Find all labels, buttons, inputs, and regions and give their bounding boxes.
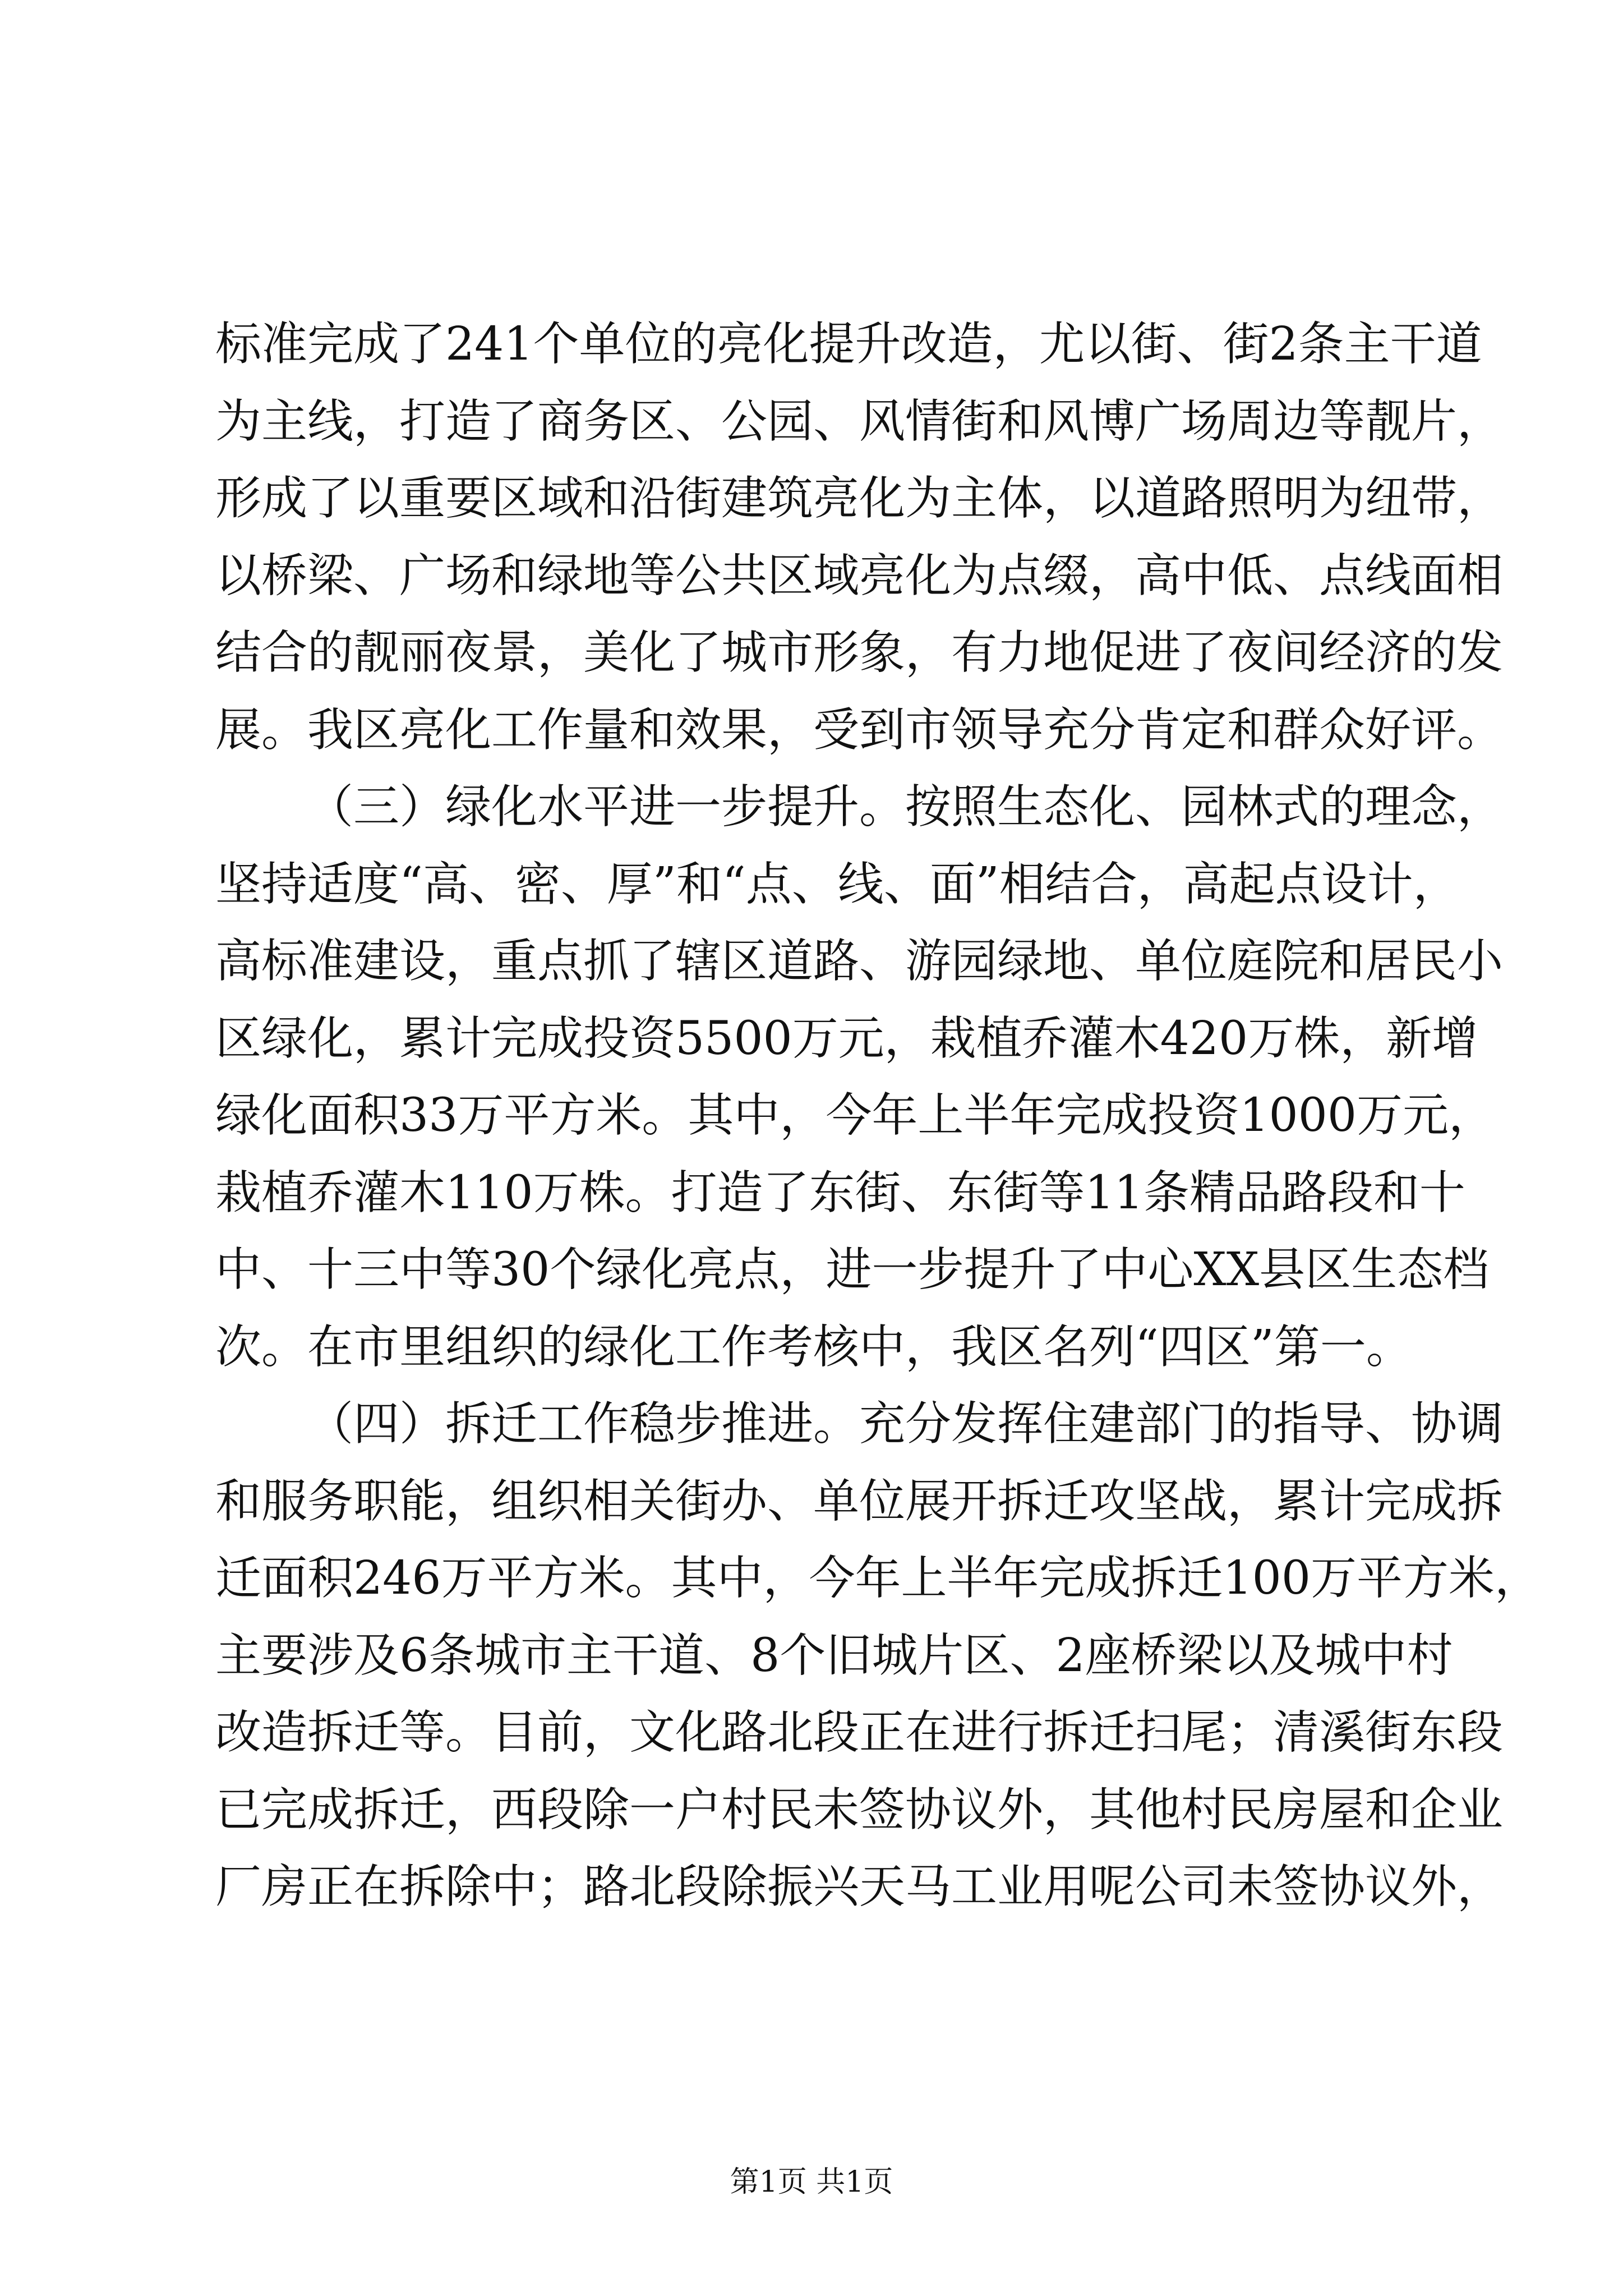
section-heading-line: （四）拆迁工作稳步推进。充分发挥住建部门的指导、协调 bbox=[307, 1397, 1504, 1451]
document-body bbox=[215, 306, 1541, 1926]
paragraph-line-12: 栽植乔灌木110万株。打造了东街、东街等11条精品路段和十 bbox=[215, 1166, 1465, 1220]
paragraph-line-10: 区绿化，累计完成投资5500万元，栽植乔灌木420万株，新增 bbox=[215, 1011, 1478, 1065]
paragraph-line-16: 和服务职能，组织相关街办、单位展开拆迁攻坚战，累计完成拆 bbox=[215, 1474, 1504, 1528]
paragraph-line-19: 改造拆迁等。目前，文化路北段正在进行拆迁扫尾；清溪街东段 bbox=[215, 1706, 1504, 1759]
paragraph-line-14: 次。在市里组织的绿化工作考核中，我区名列“四区”第一。 bbox=[215, 1320, 1412, 1374]
paragraph-line-17: 迁面积246万平方米。其中，今年上半年完成拆迁100万平方米， bbox=[215, 1552, 1541, 1605]
paragraph-line-11: 绿化面积33万平方米。其中，今年上半年完成投资1000万元， bbox=[215, 1089, 1495, 1142]
paragraph-line-21: 厂房正在拆除中；路北段除振兴天马工业用呢公司未签协议外， bbox=[215, 1860, 1504, 1913]
paragraph-line-6: 展。我区亮化工作量和效果，受到市领导充分肯定和群众好评。 bbox=[215, 703, 1504, 757]
paragraph-line-8: 坚持适度“高、密、厚”和“点、线、面”相结合，高起点设计， bbox=[215, 857, 1459, 911]
paragraph-line-20: 已完成拆迁，西段除一户村民未签协议外，其他村民房屋和企业 bbox=[215, 1783, 1504, 1837]
paragraph-line-4: 以桥梁、广场和绿地等公共区域亮化为点缀，高中低、点线面相 bbox=[215, 549, 1504, 602]
paragraph-line-3: 形成了以重要区域和沿街建筑亮化为主体，以道路照明为纽带， bbox=[215, 472, 1504, 525]
paragraph-line-2: 为主线，打造了商务区、公园、风情街和风博广场周边等靓片， bbox=[215, 394, 1504, 448]
paragraph-line-18: 主要涉及6条城市主干道、8个旧城片区、2座桥梁以及城中村 bbox=[215, 1628, 1453, 1682]
paragraph-line-5: 结合的靓丽夜景，美化了城市形象，有力地促进了夜间经济的发 bbox=[215, 626, 1504, 679]
paragraph-line-1: 标准完成了241个单位的亮化提升改造，尤以街、街2条主干道 bbox=[215, 318, 1482, 371]
paragraph-line-13: 中、十三中等30个绿化亮点，进一步提升了中心XX县区生态档 bbox=[215, 1243, 1490, 1296]
paragraph-line-9: 高标准建设，重点抓了辖区道路、游园绿地、单位庭院和居民小 bbox=[215, 935, 1504, 988]
section-heading-line: （三）绿化水平进一步提升。按照生态化、园林式的理念， bbox=[307, 780, 1504, 834]
page-footer: 第1页 共1页 bbox=[730, 2165, 893, 2199]
